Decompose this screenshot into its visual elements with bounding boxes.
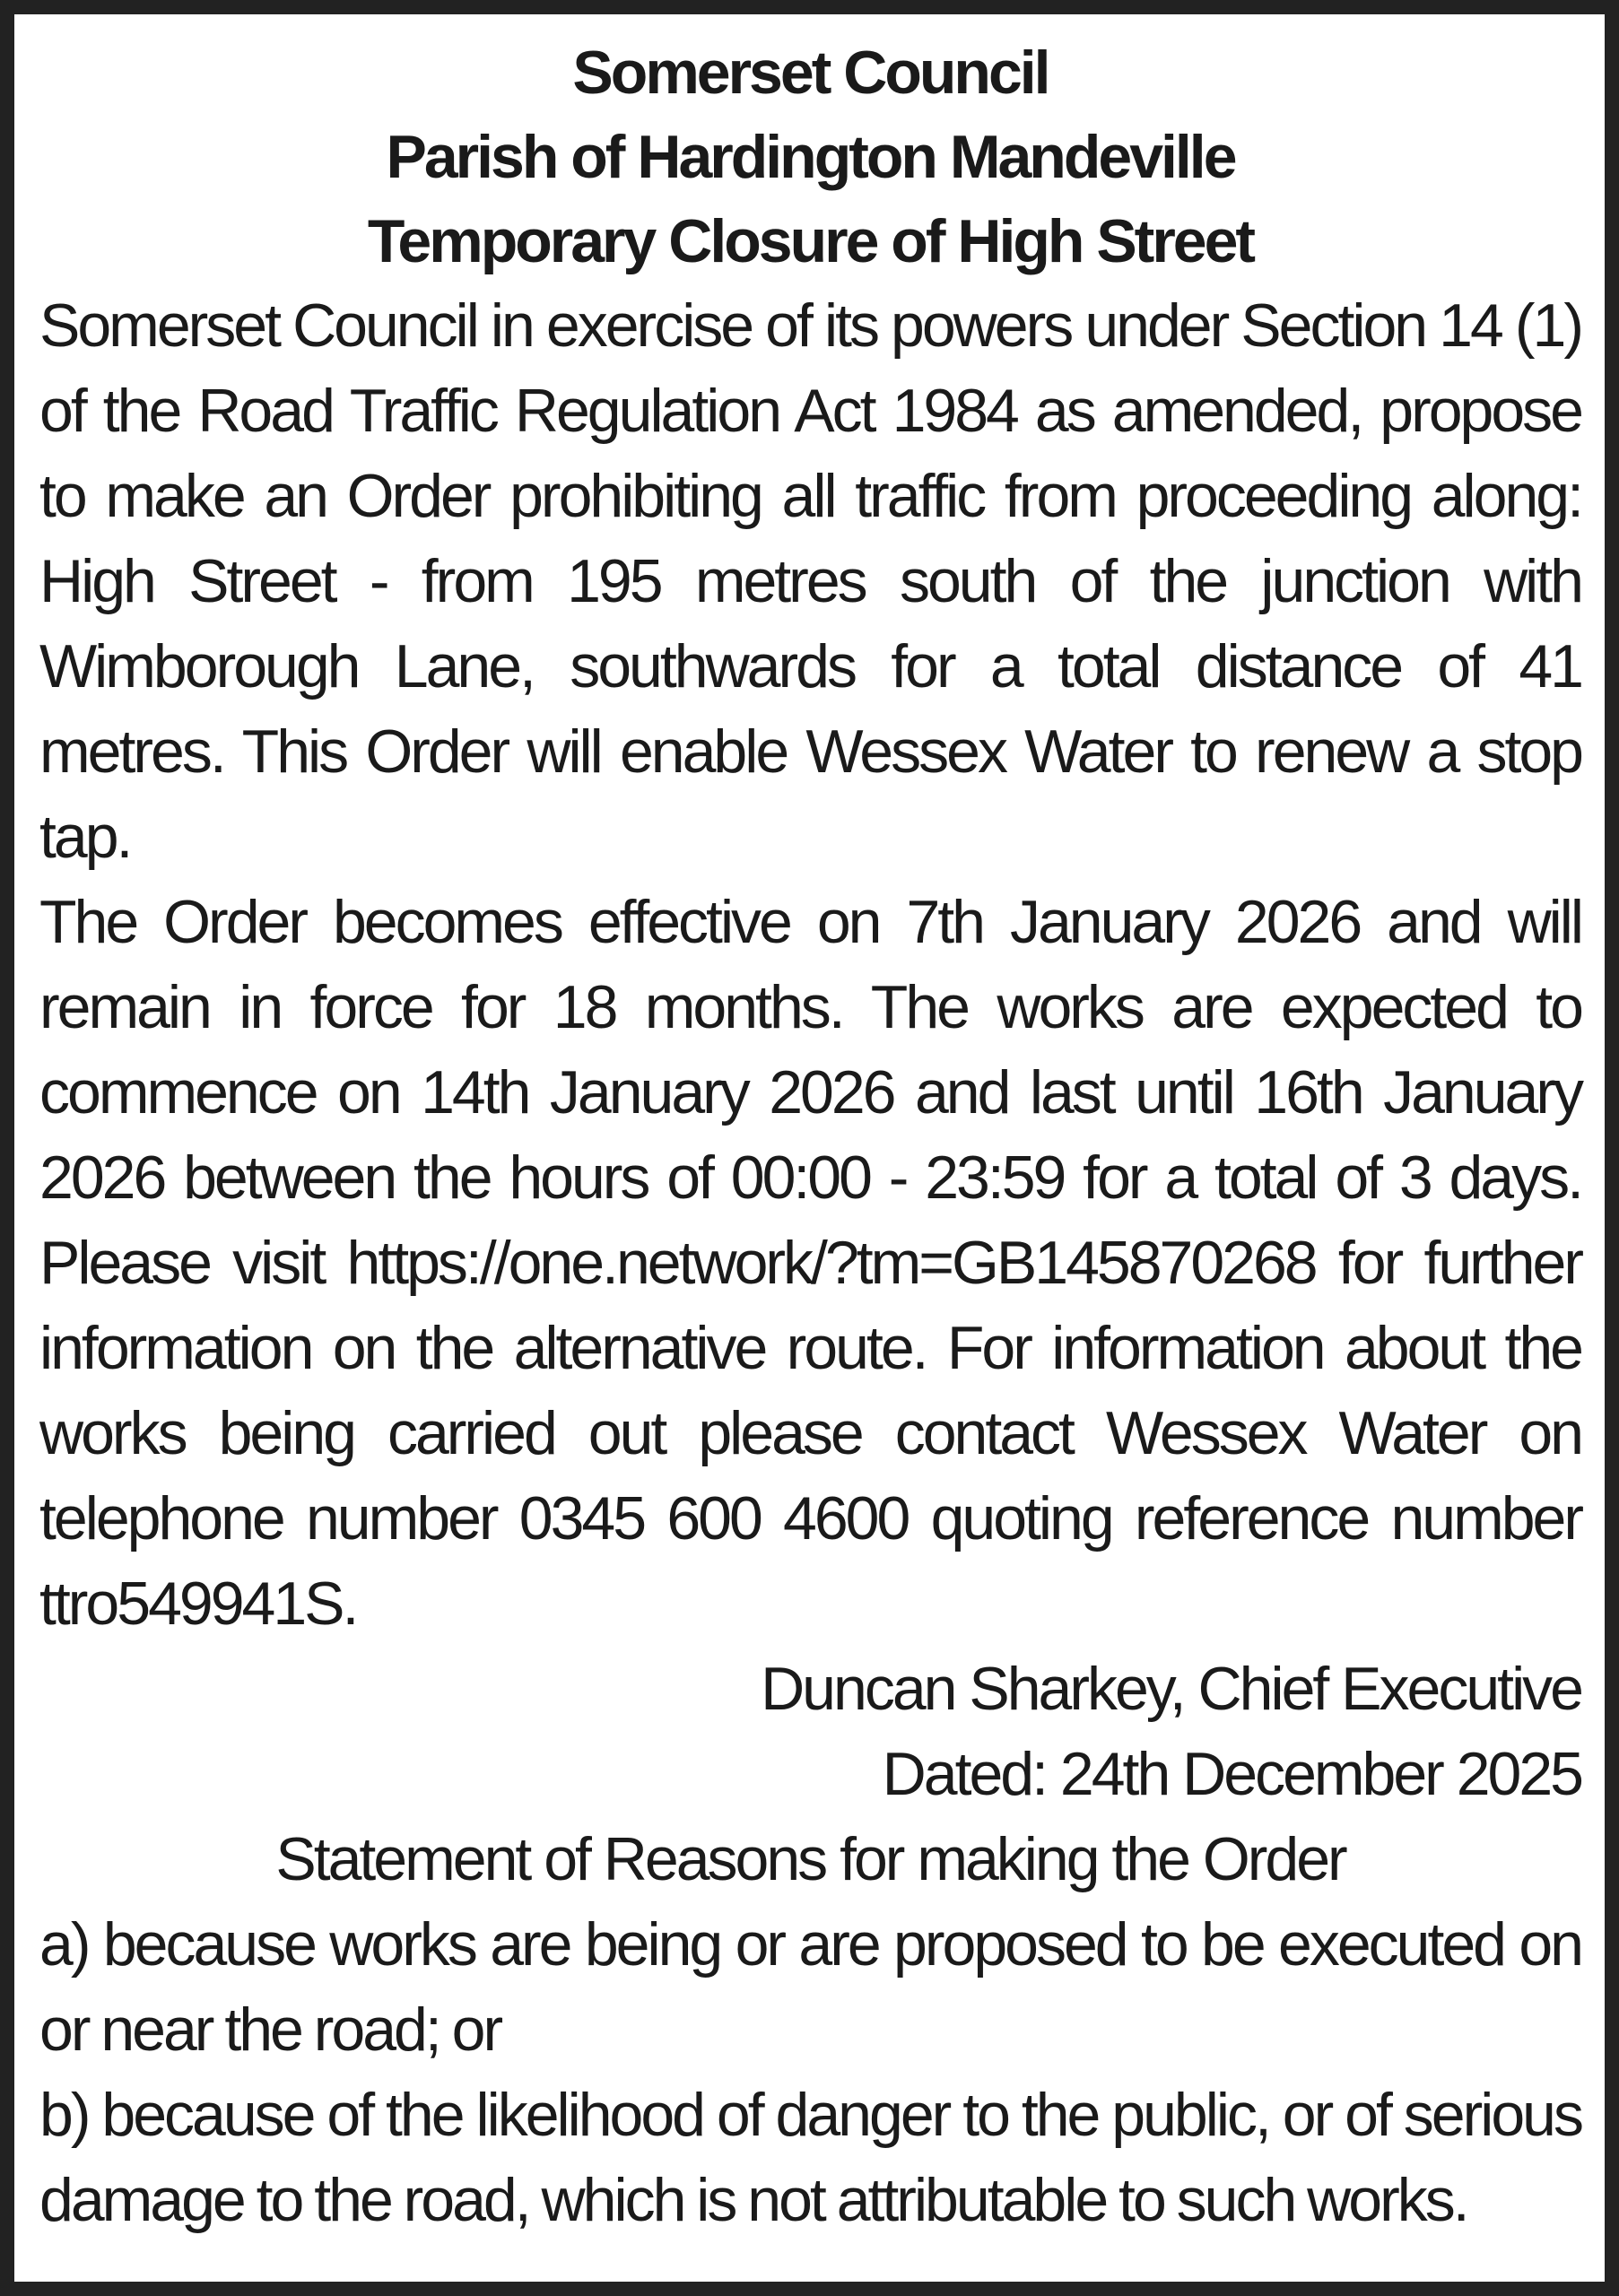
notice-closure-title: Temporary Closure of High Street bbox=[367, 207, 1254, 275]
reasons-heading: Statement of Reasons for making the Order bbox=[275, 1825, 1345, 1893]
order-details-paragraph: The Order becomes effective on 7th January 2026 and will remain in force for 18 months. The works are expected to commence on 14th January 2026 and last until 16th January 2026 between the hours of 00:00 - 23:59 for a total of 3 days. Please visit https://one.network/?tm=GB145870268 for further information on the alternative route. For information about the works being carried out please contact Wessex Water on telephone number 0345 600 4600 quoting reference number ttro549941S. bbox=[39, 888, 1581, 1638]
order-proposal-paragraph: Somerset Council in exercise of its powers under Section 14 (1) of the Road Traffic Regulation Act 1984 as amended, propose to make an Order prohibiting all traffic from proceeding along: High Street - from 195 metres south of the junction with Wimborough Lane, southwards for a total distance of 41 metres. This Order will enable Wessex Water to renew a stop tap. bbox=[39, 291, 1581, 871]
notice-parish-title: Parish of Hardington Mandeville bbox=[386, 123, 1235, 191]
notice-date: Dated: 24th December 2025 bbox=[882, 1740, 1581, 1808]
notice-authority-title: Somerset Council bbox=[572, 39, 1049, 107]
reason-item-b: b) because of the likelihood of danger to the public, or of serious damage to the road, which is not attributable to such works. bbox=[39, 2081, 1581, 2234]
reason-item-a: a) because works are being or are proposed to be executed on or near the road; or bbox=[39, 1910, 1581, 2064]
signatory-name: Duncan Sharkey, Chief Executive bbox=[761, 1655, 1581, 1723]
